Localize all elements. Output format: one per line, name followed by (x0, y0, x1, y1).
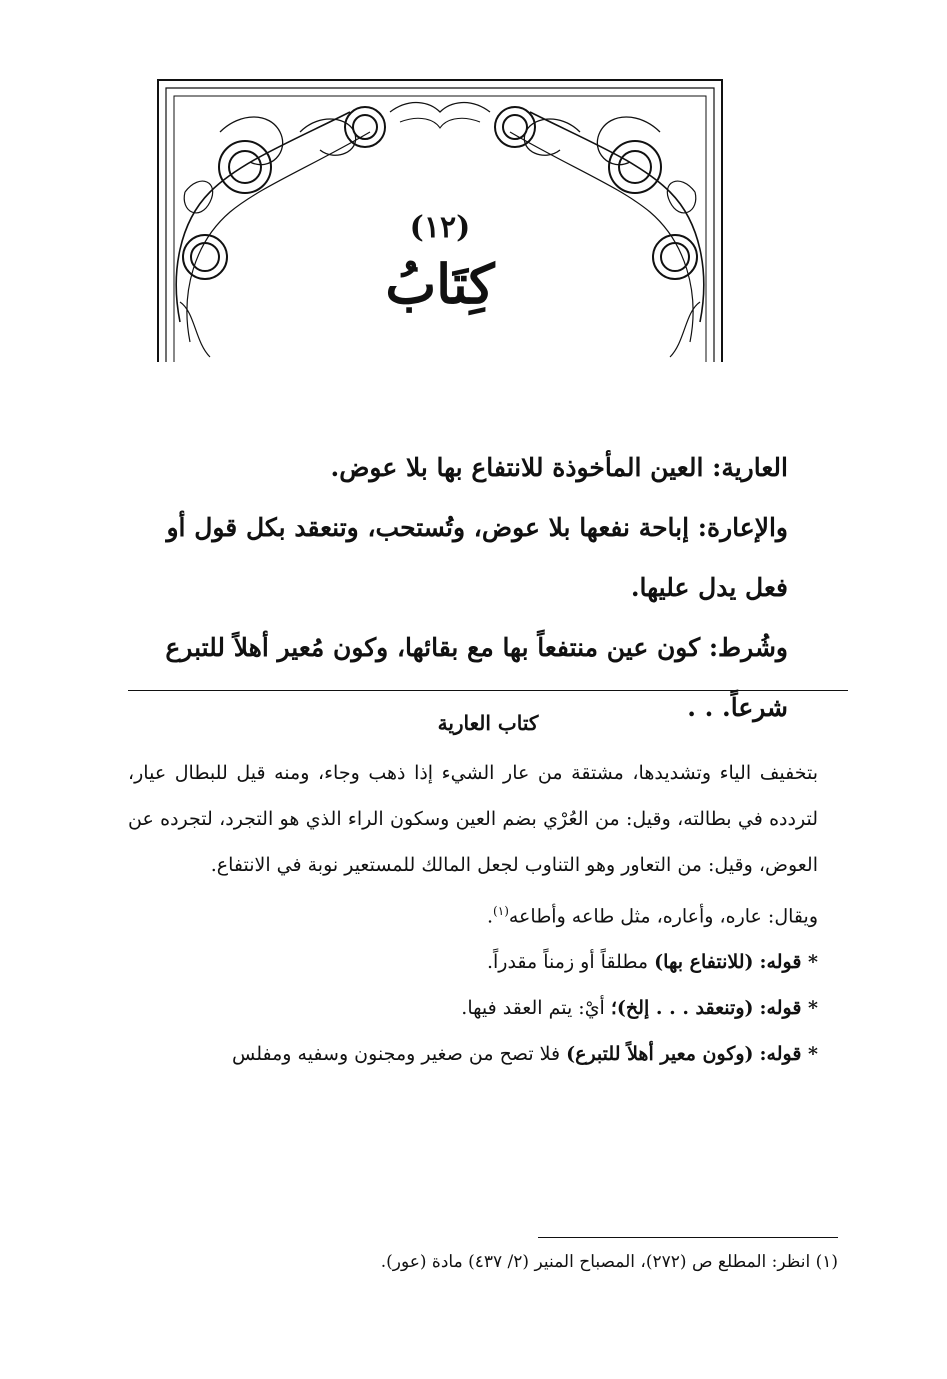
chapter-header-frame (150, 72, 730, 372)
note-marker: * قوله: (759, 951, 818, 974)
yuqal-text: ويقال: عاره، وأعاره، مثل طاعه وأطاعه (508, 905, 818, 928)
commentary-paragraph: بتخفيف الياء وتشديدها، مشتقة من عار الشيء إذا ذهب وجاء، ومنه قيل للبطال عيار، لتردده في بطالته، وقيل: من العُرْي بضم العين وسكون الراء الذي هو التجرد، لتجرده عن العوض، وقيل: من التعاور وهو التناوب لجعل المالك للمستعير نوبة في الانتفاع. (128, 762, 818, 876)
chapter-title: كِتَابُ (385, 252, 495, 316)
commentary-note (128, 939, 848, 985)
matn-text (128, 438, 788, 738)
note-quote: (وتنعقد . . . إلخ)؛ (610, 997, 754, 1020)
footnote-divider (538, 1237, 838, 1238)
matn-line: العارية: العين المأخوذة للانتفاع بها بلا عوض. (330, 453, 788, 482)
matn-line: وشُرط: كون عين منتفعاً بها مع بقائها، وكون مُعير أهلاً للتبرع شرعاً. . . (165, 633, 788, 722)
note-marker: * قوله: (759, 997, 818, 1020)
footnote: (١) انظر: المطلع ص (٢٧٢)، المصباح المنير (٢/ ٤٣٧) مادة (عور). (380, 1252, 838, 1272)
commentary-note (128, 1031, 848, 1077)
note-text: مطلقاً أو زمناً مقدراً. (486, 951, 649, 974)
note-text: أيْ: يتم العقد فيها. (461, 997, 605, 1020)
footnote-ref: (١) (493, 904, 509, 918)
section-divider (128, 690, 848, 691)
yuqal-end: . (487, 905, 494, 928)
note-marker: * قوله: (759, 1043, 818, 1066)
note-quote: (للانتفاع بها) (654, 951, 754, 974)
commentary-section-title: كتاب العارية (437, 711, 539, 735)
note-text: فلا تصح من صغير ومجنون وسفيه ومفلس (232, 1043, 561, 1066)
commentary-yuqal (128, 888, 848, 939)
note-quote: (وكون معير أهلاً للتبرع) (566, 1043, 754, 1066)
commentary-note (128, 985, 848, 1031)
chapter-number: (١٢) (409, 210, 471, 245)
matn-line: والإعارة: إباحة نفعها بلا عوض، وتُستحب، وتنعقد بكل قول أو فعل يدل عليها. (166, 513, 788, 602)
commentary (128, 700, 848, 1077)
